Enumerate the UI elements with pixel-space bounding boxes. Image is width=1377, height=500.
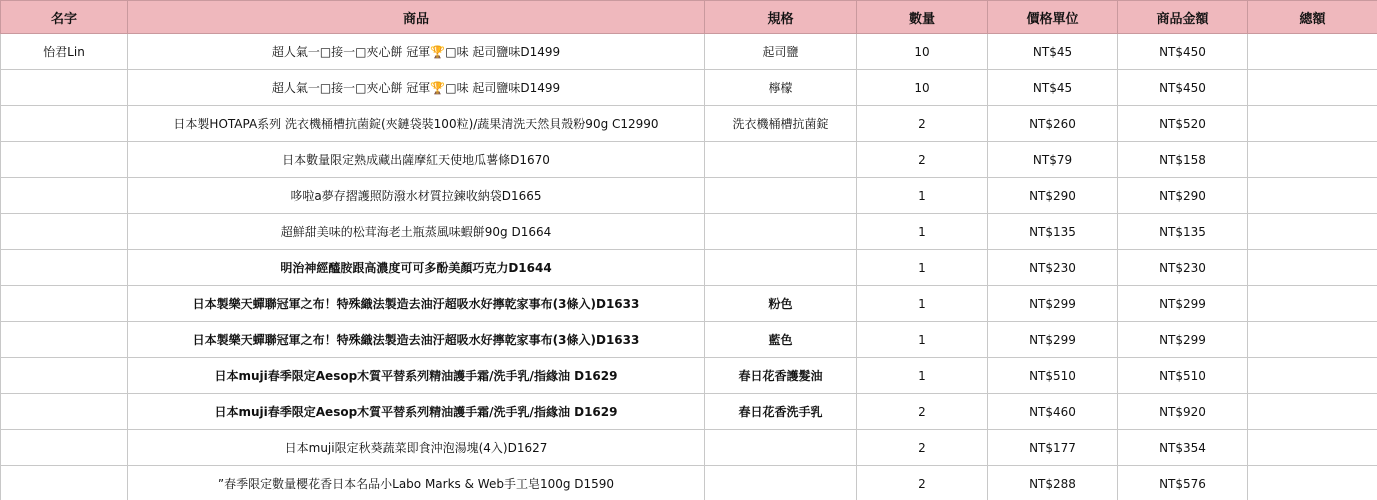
product-cell[interactable]: 日本製樂天蟬聯冠軍之布！特殊織法製造去油汙超吸水好擰乾家事布(3條入)D1633 (128, 322, 705, 358)
product-cell[interactable]: 哆啦a夢存摺護照防潑水材質拉鍊收納袋D1665 (128, 178, 705, 214)
spec-cell[interactable] (705, 178, 857, 214)
qty-cell[interactable]: 2 (857, 106, 988, 142)
table-row (1, 394, 1377, 430)
table-row (1, 70, 1377, 106)
amount-cell[interactable]: NT$230 (1118, 250, 1248, 286)
unit-price-cell[interactable]: NT$299 (988, 286, 1118, 322)
unit-price-cell[interactable]: NT$230 (988, 250, 1118, 286)
qty-cell[interactable]: 2 (857, 394, 988, 430)
product-cell[interactable]: ”春季限定數量櫻花香日本名品小Labo Marks & Web手工皂100g D1590 (128, 466, 705, 500)
name-cell[interactable] (1, 178, 128, 214)
table-row (1, 214, 1377, 250)
header-total[interactable]: 總額 (1248, 1, 1377, 34)
spec-cell[interactable] (705, 214, 857, 250)
name-cell[interactable] (1, 430, 128, 466)
unit-price-cell[interactable]: NT$177 (988, 430, 1118, 466)
spec-cell[interactable]: 春日花香洗手乳 (705, 394, 857, 430)
header-spec[interactable]: 規格 (705, 1, 857, 34)
product-cell[interactable]: 超人氣一□接一□夾心餅 冠軍🏆□味 起司鹽味D1499 (128, 34, 705, 70)
total-cell[interactable] (1248, 34, 1377, 70)
header-amount[interactable]: 商品金額 (1118, 1, 1248, 34)
spec-cell[interactable]: 藍色 (705, 322, 857, 358)
qty-cell[interactable]: 2 (857, 430, 988, 466)
total-cell[interactable] (1248, 322, 1377, 358)
product-cell[interactable]: 日本製樂天蟬聯冠軍之布！特殊織法製造去油汙超吸水好擰乾家事布(3條入)D1633 (128, 286, 705, 322)
qty-cell[interactable]: 1 (857, 286, 988, 322)
name-cell[interactable] (1, 394, 128, 430)
table-row (1, 250, 1377, 286)
product-cell[interactable]: 明治神經醯胺跟高濃度可可多酚美顏巧克力D1644 (128, 250, 705, 286)
qty-cell[interactable]: 1 (857, 250, 988, 286)
product-cell[interactable]: 日本muji春季限定Aesop木質平替系列精油護手霜/洗手乳/指緣油 D1629 (128, 394, 705, 430)
unit-price-cell[interactable]: NT$288 (988, 466, 1118, 500)
qty-cell[interactable]: 10 (857, 70, 988, 106)
unit-price-cell[interactable]: NT$79 (988, 142, 1118, 178)
amount-cell[interactable]: NT$920 (1118, 394, 1248, 430)
total-cell[interactable] (1248, 250, 1377, 286)
amount-cell[interactable]: NT$520 (1118, 106, 1248, 142)
name-cell[interactable]: 怡君Lin (1, 34, 128, 70)
unit-price-cell[interactable]: NT$510 (988, 358, 1118, 394)
unit-price-cell[interactable]: NT$260 (988, 106, 1118, 142)
total-cell[interactable] (1248, 466, 1377, 500)
spec-cell[interactable]: 檸檬 (705, 70, 857, 106)
header-unit-price[interactable]: 價格單位 (988, 1, 1118, 34)
qty-cell[interactable]: 1 (857, 358, 988, 394)
table-row (1, 142, 1377, 178)
spec-cell[interactable] (705, 430, 857, 466)
header-row (1, 1, 1377, 34)
spec-cell[interactable] (705, 466, 857, 500)
product-cell[interactable]: 日本muji春季限定Aesop木質平替系列精油護手霜/洗手乳/指緣油 D1629 (128, 358, 705, 394)
name-cell[interactable] (1, 106, 128, 142)
amount-cell[interactable]: NT$299 (1118, 322, 1248, 358)
name-cell[interactable] (1, 142, 128, 178)
qty-cell[interactable]: 2 (857, 142, 988, 178)
unit-price-cell[interactable]: NT$290 (988, 178, 1118, 214)
total-cell[interactable] (1248, 430, 1377, 466)
name-cell[interactable] (1, 322, 128, 358)
total-cell[interactable] (1248, 214, 1377, 250)
spec-cell[interactable]: 洗衣機桶槽抗菌錠 (705, 106, 857, 142)
product-cell[interactable]: 日本數量限定熟成藏出薩摩紅天使地瓜薯條D1670 (128, 142, 705, 178)
name-cell[interactable] (1, 466, 128, 500)
total-cell[interactable] (1248, 286, 1377, 322)
header-product[interactable]: 商品 (128, 1, 705, 34)
unit-price-cell[interactable]: NT$299 (988, 322, 1118, 358)
amount-cell[interactable]: NT$510 (1118, 358, 1248, 394)
table-body (1, 34, 1377, 500)
amount-cell[interactable]: NT$576 (1118, 466, 1248, 500)
name-cell[interactable] (1, 358, 128, 394)
table-row (1, 322, 1377, 358)
header-name[interactable]: 名字 (1, 1, 128, 34)
total-cell[interactable] (1248, 358, 1377, 394)
name-cell[interactable] (1, 70, 128, 106)
amount-cell[interactable]: NT$158 (1118, 142, 1248, 178)
unit-price-cell[interactable]: NT$135 (988, 214, 1118, 250)
total-cell[interactable] (1248, 178, 1377, 214)
amount-cell[interactable]: NT$354 (1118, 430, 1248, 466)
table-row (1, 286, 1377, 322)
total-cell[interactable] (1248, 70, 1377, 106)
table-row (1, 106, 1377, 142)
table-row (1, 358, 1377, 394)
table-row (1, 430, 1377, 466)
qty-cell[interactable]: 2 (857, 466, 988, 500)
amount-cell[interactable]: NT$450 (1118, 34, 1248, 70)
spec-cell[interactable] (705, 250, 857, 286)
table-row (1, 178, 1377, 214)
qty-cell[interactable]: 1 (857, 322, 988, 358)
name-cell[interactable] (1, 286, 128, 322)
total-cell[interactable] (1248, 106, 1377, 142)
table-row (1, 466, 1377, 500)
product-cell[interactable]: 日本muji限定秋葵蔬菜即食沖泡湯塊(4入)D1627 (128, 430, 705, 466)
product-cell[interactable]: 超鮮甜美味的松茸海老土瓶蒸風味蝦餅90g D1664 (128, 214, 705, 250)
spec-cell[interactable] (705, 142, 857, 178)
total-cell[interactable] (1248, 394, 1377, 430)
spec-cell[interactable]: 粉色 (705, 286, 857, 322)
total-cell[interactable] (1248, 142, 1377, 178)
amount-cell[interactable]: NT$450 (1118, 70, 1248, 106)
spec-cell[interactable]: 春日花香護髮油 (705, 358, 857, 394)
amount-cell[interactable]: NT$290 (1118, 178, 1248, 214)
qty-cell[interactable]: 10 (857, 34, 988, 70)
qty-cell[interactable]: 1 (857, 214, 988, 250)
unit-price-cell[interactable]: NT$45 (988, 70, 1118, 106)
product-cell[interactable]: 超人氣一□接一□夾心餅 冠軍🏆□味 起司鹽味D1499 (128, 70, 705, 106)
amount-cell[interactable]: NT$299 (1118, 286, 1248, 322)
table-header (1, 1, 1377, 34)
amount-cell[interactable]: NT$135 (1118, 214, 1248, 250)
product-cell[interactable]: 日本製HOTAPA系列 洗衣機桶槽抗菌錠(夾鏈袋裝100粒)/蔬果清洗天然貝殼粉90g C12990 (128, 106, 705, 142)
qty-cell[interactable]: 1 (857, 178, 988, 214)
name-cell[interactable] (1, 250, 128, 286)
name-cell[interactable] (1, 214, 128, 250)
table-row (1, 34, 1377, 70)
header-qty[interactable]: 數量 (857, 1, 988, 34)
unit-price-cell[interactable]: NT$460 (988, 394, 1118, 430)
unit-price-cell[interactable]: NT$45 (988, 34, 1118, 70)
spec-cell[interactable]: 起司鹽 (705, 34, 857, 70)
